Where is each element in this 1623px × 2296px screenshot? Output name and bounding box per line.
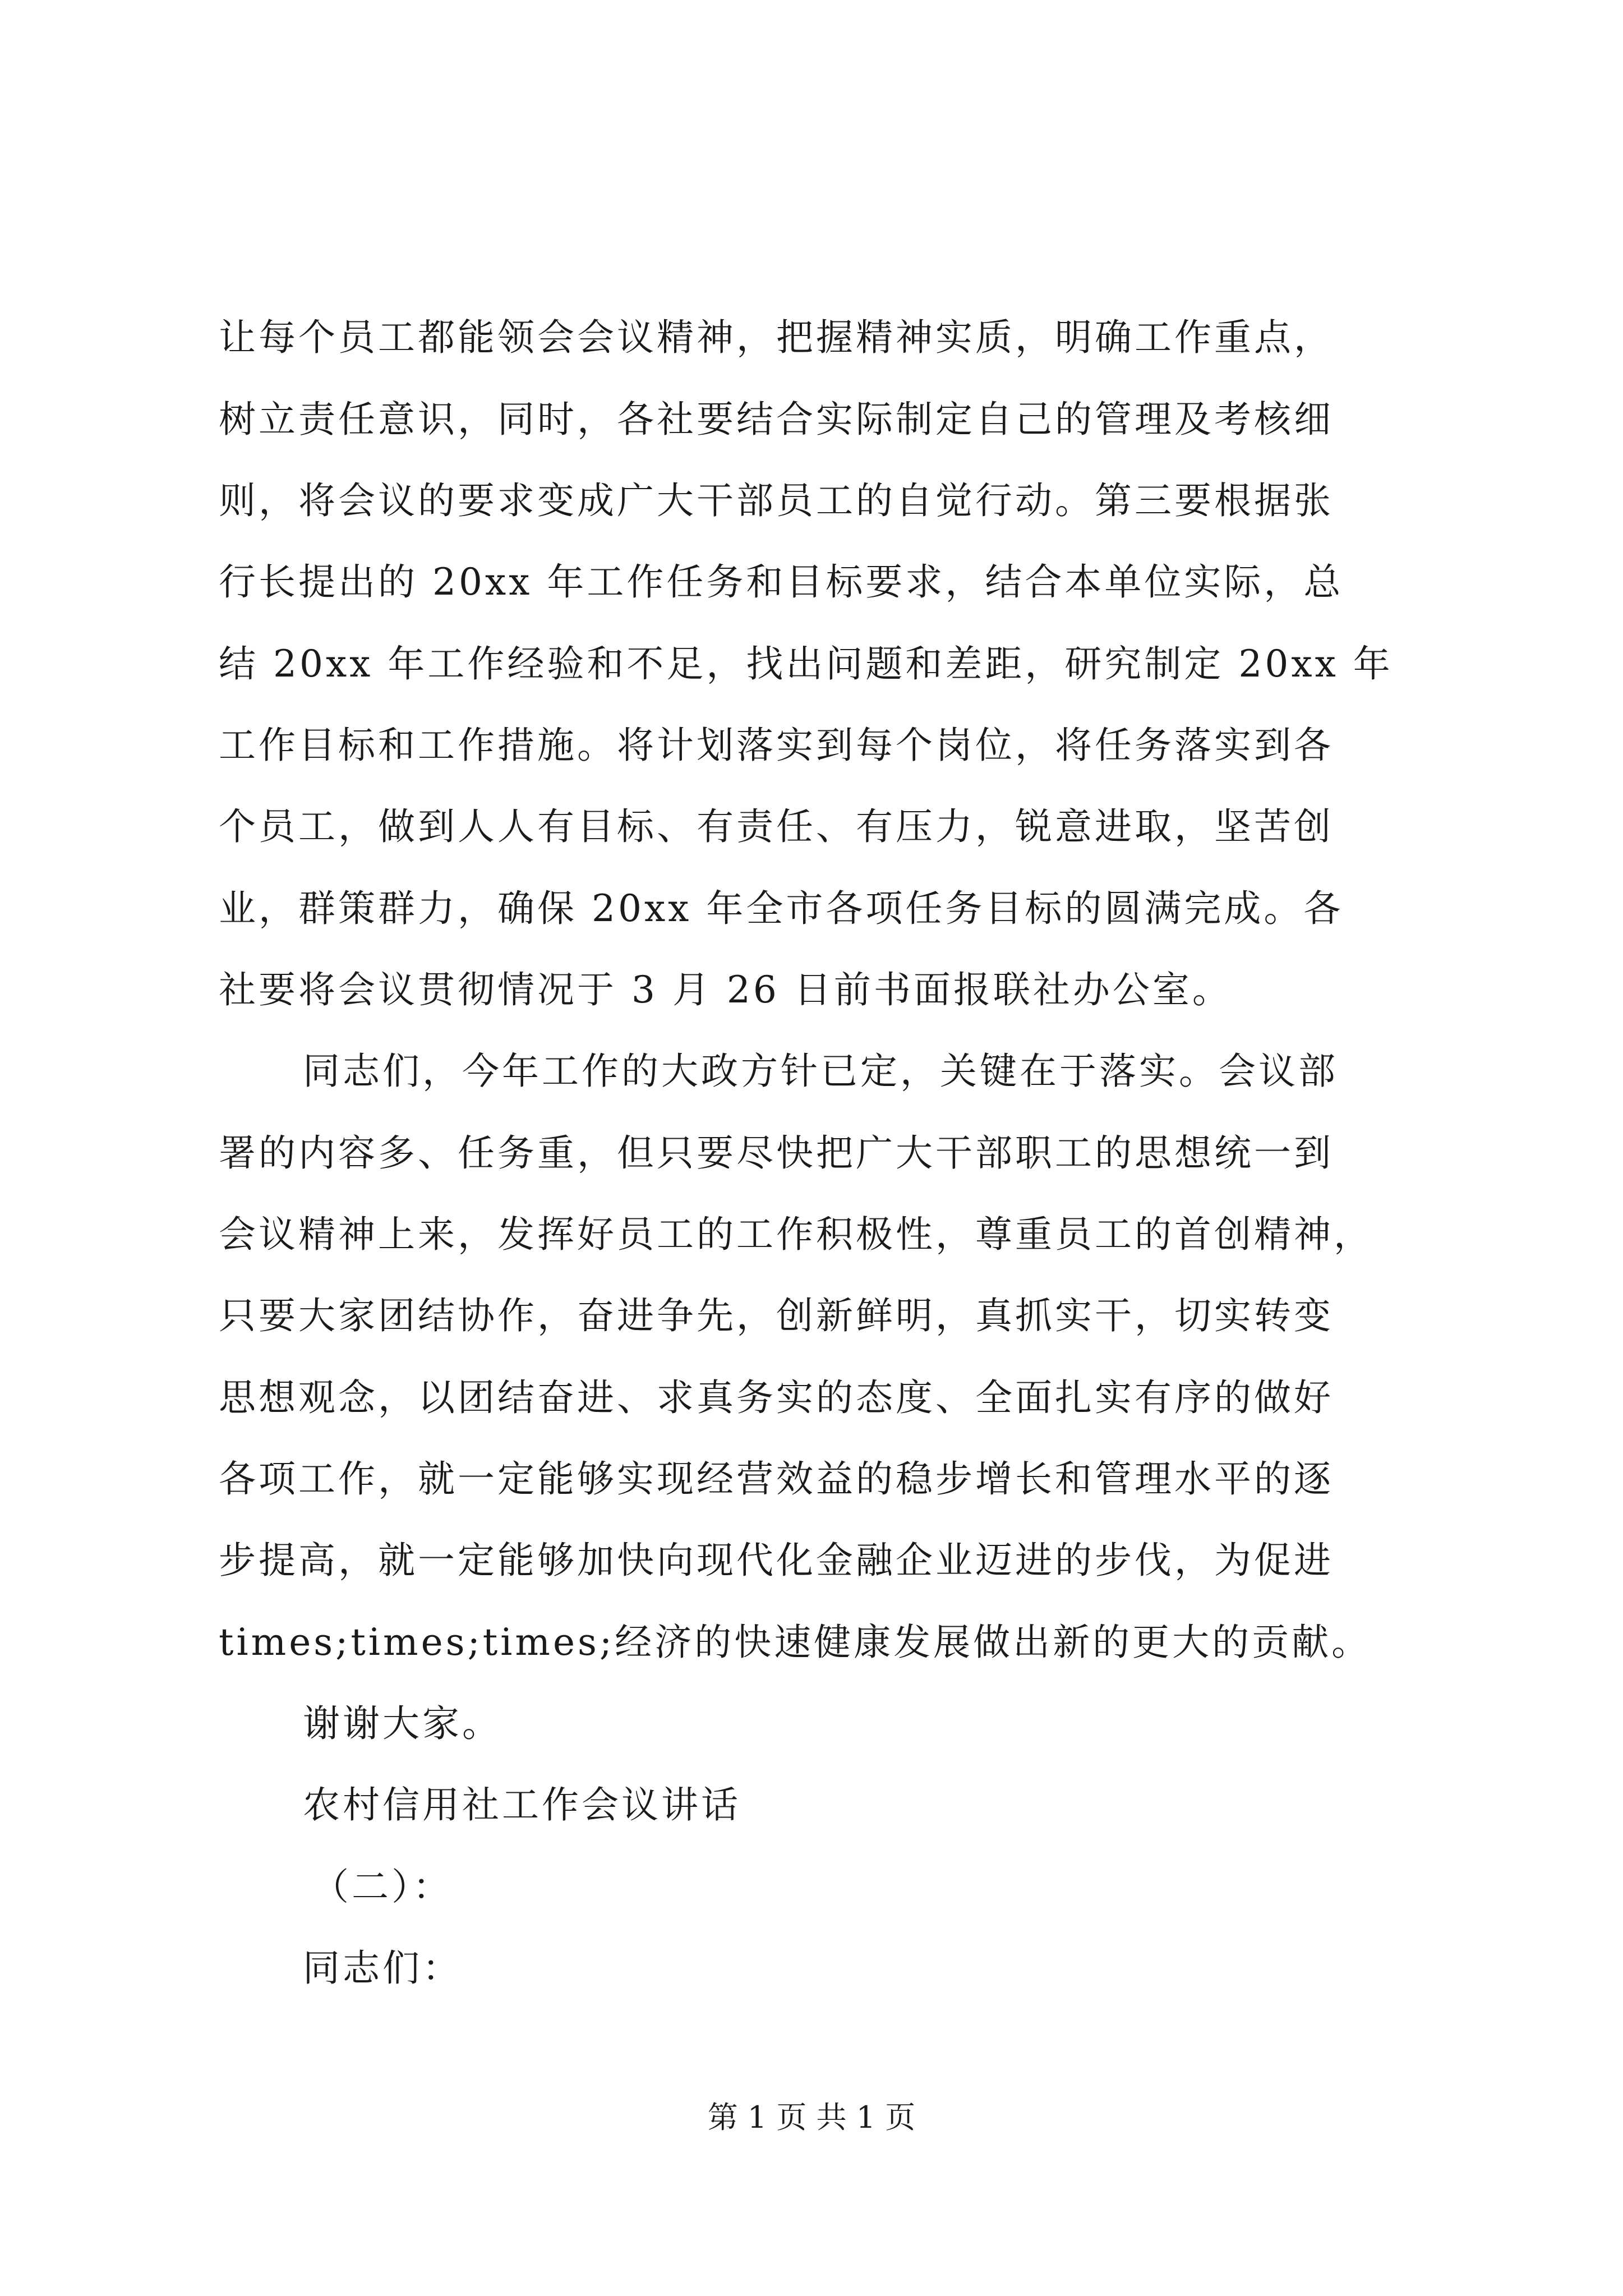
salutation: 同志们： — [303, 1947, 462, 1990]
body-text-line: 工作目标和工作措施。将计划落实到每个岗位，将任务落实到各 — [219, 724, 1334, 767]
body-text-line: 让每个员工都能领会会议精神，把握精神实质，明确工作重点， — [219, 316, 1334, 359]
closing-thanks: 谢谢大家。 — [303, 1702, 502, 1745]
body-text-line: 步提高，就一定能够加快向现代化金融企业迈进的步伐，为促进 — [219, 1539, 1334, 1582]
body-text-line: 树立责任意识，同时，各社要结合实际制定自己的管理及考核细 — [219, 398, 1334, 441]
body-text-line: 行长提出的 20xx 年工作任务和目标要求，结合本单位实际，总 — [219, 560, 1344, 604]
body-text-line: 社要将会议贯彻情况于 3 月 26 日前书面报联社办公室。 — [219, 968, 1232, 1011]
body-text-line: times;times;times;经济的快速健康发展做出新的更大的贡献。 — [219, 1621, 1372, 1664]
body-text-line: 结 20xx 年工作经验和不足，找出问题和差距，研究制定 20xx 年 — [219, 642, 1393, 685]
body-text-line: 署的内容多、任务重，但只要尽快把广大干部职工的思想统一到 — [219, 1131, 1334, 1175]
body-text-line: 业，群策群力，确保 20xx 年全市各项任务目标的圆满完成。各 — [219, 887, 1344, 930]
paragraph-start-line: 同志们，今年工作的大政方针已定，关键在于落实。会议部 — [303, 1050, 1338, 1093]
section-number: （二）： — [312, 1865, 453, 1908]
body-text-line: 各项工作，就一定能够实现经营效益的稳步增长和管理水平的逐 — [219, 1457, 1334, 1501]
body-text-line: 会议精神上来，发挥好员工的工作积极性，尊重员工的首创精神， — [219, 1213, 1373, 1256]
body-text-line: 个员工，做到人人有目标、有责任、有压力，锐意进取，坚苦创 — [219, 805, 1334, 848]
body-text-line: 思想观念，以团结奋进、求真务实的态度、全面扎实有序的做好 — [219, 1376, 1334, 1419]
body-text-line: 则，将会议的要求变成广大干部员工的自觉行动。第三要根据张 — [219, 479, 1334, 522]
body-text-line: 只要大家团结协作，奋进争先，创新鲜明，真抓实干，切实转变 — [219, 1294, 1334, 1337]
section-title: 农村信用社工作会议讲话 — [303, 1783, 741, 1826]
page-footer: 第 1 页 共 1 页 — [707, 2100, 916, 2135]
